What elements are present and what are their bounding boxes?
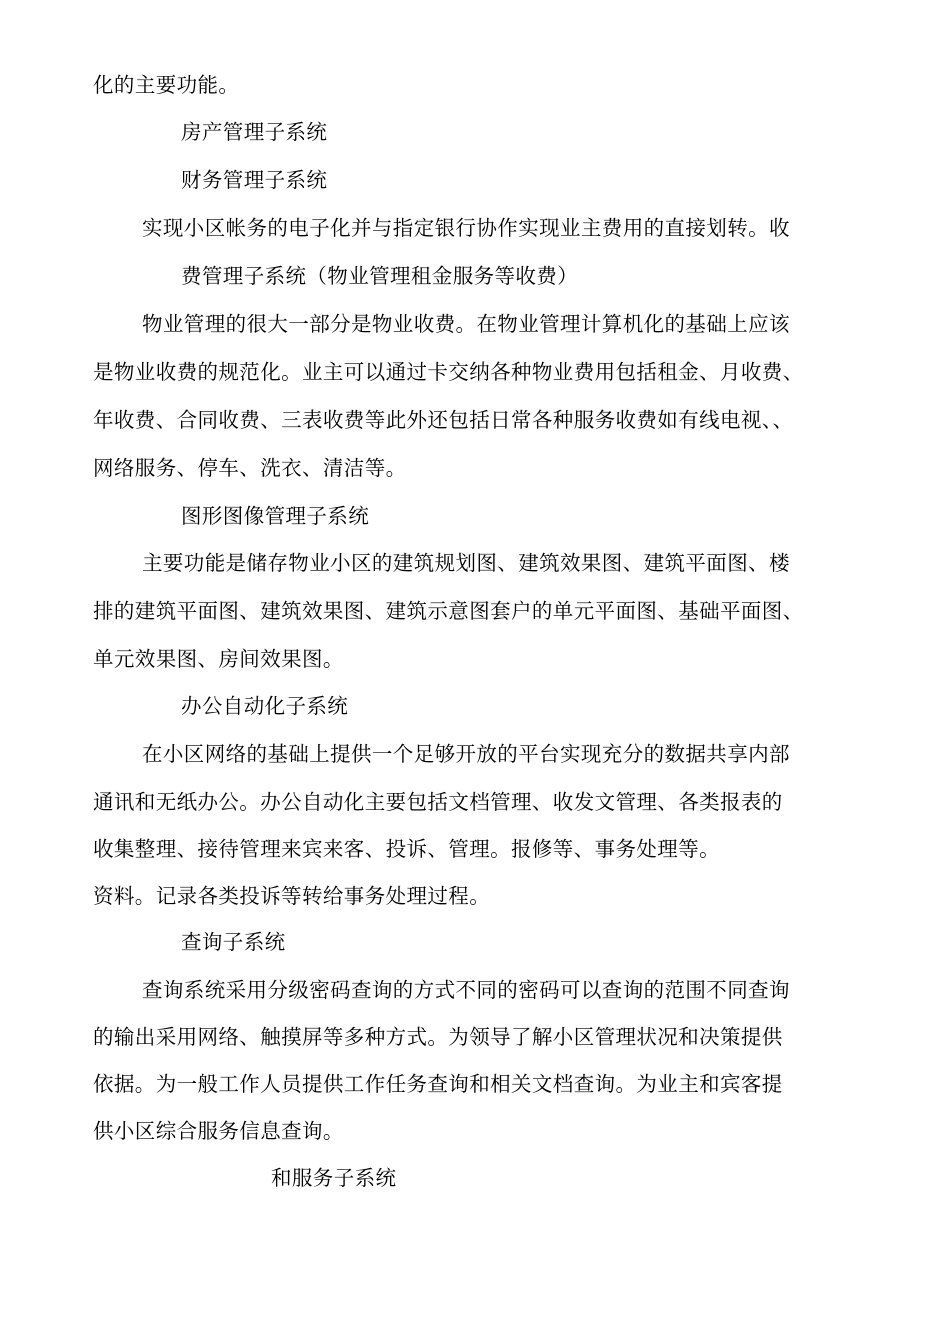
text-line: 依据。为一般工作人员提供工作任务查询和相关文档查询。为业主和宾客提	[93, 1072, 783, 1096]
text-line: 是物业收费的规范化。业主可以通过卡交纳各种物业费用包括租金、月收费、	[93, 360, 804, 384]
section-heading-property: 房产管理子系统	[181, 120, 328, 144]
section-heading-graphics: 图形图像管理子系统	[181, 504, 370, 528]
text-line: 主要功能是储存物业小区的建筑规划图、建筑效果图、建筑平面图、楼	[142, 551, 790, 575]
section-heading-office: 办公自动化子系统	[181, 694, 349, 718]
text-line: 收集整理、接待管理来宾来客、投诉、管理。报修等、事务处理等。	[93, 837, 720, 861]
text-line: 的输出采用网络、触摸屏等多种方式。为领导了解小区管理状况和决策提供	[93, 1025, 783, 1049]
text-line: 实现小区帐务的电子化并与指定银行协作实现业主费用的直接划转。收	[142, 216, 790, 240]
text-line: 排的建筑平面图、建筑效果图、建筑示意图套户的单元平面图、基础平面图、	[93, 599, 804, 623]
text-line: 资料。记录各类投诉等转给事务处理过程。	[93, 884, 491, 908]
text-line: 年收费、合同收费、三表收费等此外还包括日常各种服务收费如有线电视、、	[93, 408, 794, 432]
text-line: 网络服务、停车、洗衣、清洁等。	[93, 456, 407, 480]
text-line: 在小区网络的基础上提供一个足够开放的平台实现充分的数据共享内部	[142, 742, 790, 766]
text-line: 物业管理的很大一部分是物业收费。在物业管理计算机化的基础上应该	[142, 312, 790, 336]
section-heading-service: 和服务子系统	[271, 1166, 397, 1190]
text-line: 通讯和无纸办公。办公自动化主要包括文档管理、收发文管理、各类报表的	[93, 790, 783, 814]
text-line: 查询系统采用分级密码查询的方式不同的密码可以查询的范围不同查询	[142, 978, 790, 1002]
section-heading-fees: 费管理子系统（物业管理租金服务等收费）	[181, 264, 579, 288]
section-heading-finance: 财务管理子系统	[181, 168, 328, 192]
text-line: 化的主要功能。	[93, 73, 240, 97]
section-heading-query: 查询子系统	[181, 930, 286, 954]
text-line: 供小区综合服务信息查询。	[93, 1119, 344, 1143]
text-line: 单元效果图、房间效果图。	[93, 647, 344, 671]
